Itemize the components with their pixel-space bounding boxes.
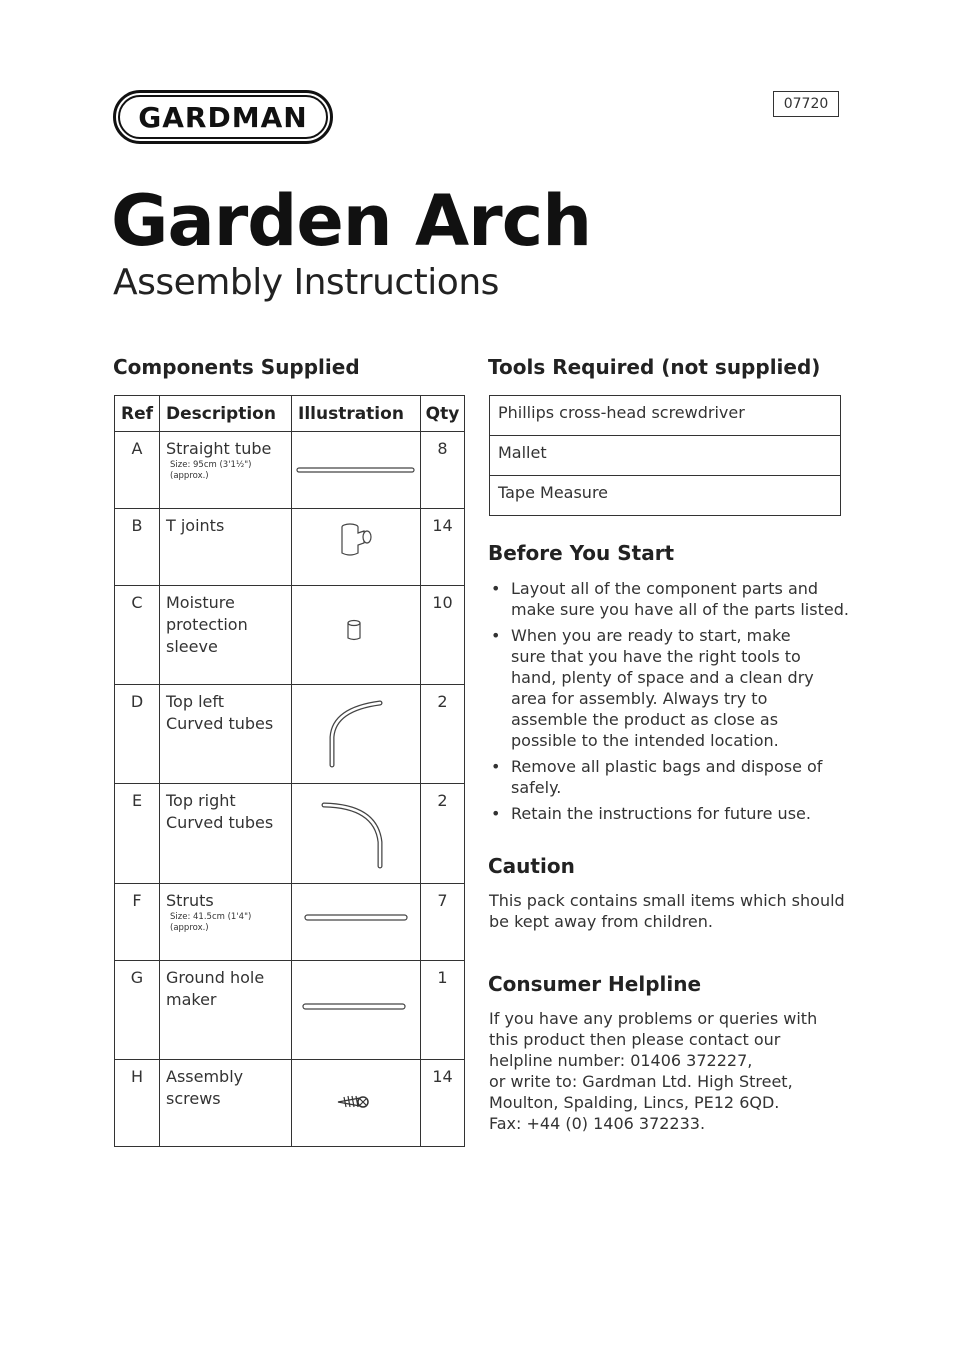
- page-subtitle: Assembly Instructions: [113, 262, 499, 303]
- qty-cell: 1: [437, 968, 448, 987]
- screw-icon: [292, 1060, 421, 1146]
- description-cell: [160, 784, 292, 883]
- description-text: Top right Curved tubes: [166, 791, 274, 832]
- helpline-heading: Consumer Helpline: [488, 972, 702, 996]
- col-description-header: Description: [160, 396, 292, 431]
- curved-tube-right-icon: [292, 784, 421, 883]
- ref-cell: F: [115, 884, 160, 960]
- table-row: [115, 432, 464, 509]
- tools-table: [489, 395, 841, 516]
- description-text: Struts: [166, 891, 214, 910]
- tools-heading: Tools Required (not supplied): [488, 355, 821, 379]
- helpline-line: Fax: +44 (0) 1406 372233.: [489, 1114, 706, 1133]
- table-row: [115, 685, 464, 784]
- gardman-logo: [113, 90, 333, 144]
- description-cell: [160, 961, 292, 1059]
- description-cell: [160, 509, 292, 585]
- table-row: [115, 1060, 464, 1146]
- description-cell: [160, 685, 292, 783]
- description-text: Moisture protection sleeve: [166, 593, 248, 656]
- page-title: Garden Arch: [111, 180, 592, 262]
- tool-item: Phillips cross-head screwdriver: [490, 396, 840, 436]
- ground-hole-maker-icon: [292, 961, 421, 1059]
- ref-cell: B: [115, 509, 160, 585]
- sleeve-icon: [292, 586, 421, 684]
- straight-tube-icon: [292, 432, 421, 508]
- curved-tube-left-icon: [292, 685, 421, 783]
- description-text: T joints: [166, 516, 225, 535]
- description-cell: [160, 432, 292, 508]
- table-row: [115, 884, 464, 961]
- approx-note: (approx.): [170, 923, 209, 933]
- table-row: [115, 586, 464, 685]
- components-table: [114, 395, 465, 1147]
- qty-cell: 10: [432, 593, 453, 612]
- description-text: Top left Curved tubes: [166, 692, 274, 733]
- ref-cell: D: [115, 685, 160, 783]
- qty-cell: 2: [437, 791, 448, 810]
- qty-cell: 7: [437, 891, 448, 910]
- qty-cell: 14: [432, 516, 453, 535]
- components-heading: Components Supplied: [113, 355, 360, 379]
- ref-cell: A: [115, 432, 160, 508]
- col-ref-header: Ref: [115, 396, 160, 431]
- table-row: [115, 784, 464, 884]
- description-cell: [160, 1060, 292, 1146]
- list-item: • When you are ready to start, make sure that you have the right tools to hand, plenty of space and a clean dry area for assembly. Always try to assemble the product as close as possible to the intended location.: [489, 625, 829, 751]
- description-cell: [160, 586, 292, 684]
- qty-cell: 14: [432, 1067, 453, 1086]
- tool-item: Tape Measure: [498, 483, 609, 502]
- helpline-line: Moulton, Spalding, Lincs, PE12 6QD.: [489, 1093, 780, 1112]
- ref-cell: H: [115, 1060, 160, 1146]
- logo-text: GARDMAN: [138, 101, 308, 134]
- col-illustration-header: Illustration: [292, 396, 421, 431]
- list-item: • Retain the instructions for future use.: [489, 803, 849, 824]
- helpline-line: helpline number: 01406 372227,: [489, 1051, 753, 1070]
- col-qty-header: Qty: [425, 404, 460, 424]
- product-code: 07720: [773, 91, 839, 117]
- ref-cell: G: [115, 961, 160, 1059]
- table-row: [115, 509, 464, 586]
- ref-cell: C: [115, 586, 160, 684]
- table-header-row: [115, 396, 464, 432]
- tool-item: Mallet: [490, 436, 840, 476]
- size-note: Size: 95cm (3'1½"): [170, 460, 252, 470]
- helpline-text: [489, 1008, 849, 1134]
- helpline-line: this product then please contact our: [489, 1030, 781, 1049]
- size-note: Size: 41.5cm (1'4"): [170, 912, 252, 922]
- strut-icon: [292, 884, 421, 960]
- description-text: Assembly screws: [166, 1067, 244, 1108]
- description-cell: [160, 884, 292, 960]
- before-you-start-heading: Before You Start: [488, 541, 675, 565]
- description-text: Ground hole maker: [166, 968, 265, 1009]
- list-item: • Remove all plastic bags and dispose of safely.: [489, 756, 829, 798]
- approx-note: (approx.): [170, 471, 209, 481]
- caution-text: This pack contains small items which should be kept away from children.: [489, 891, 845, 931]
- list-item: • Layout all of the component parts and make sure you have all of the parts listed.: [489, 578, 849, 620]
- qty-cell: 8: [437, 439, 448, 458]
- caution-heading: Caution: [488, 854, 575, 878]
- t-joint-icon: [292, 509, 421, 585]
- ref-cell: E: [115, 784, 160, 883]
- helpline-line: or write to: Gardman Ltd. High Street,: [489, 1072, 793, 1091]
- helpline-line: If you have any problems or queries with: [489, 1009, 818, 1028]
- table-row: [115, 961, 464, 1060]
- before-you-start-list: [489, 578, 849, 829]
- qty-cell: 2: [437, 692, 448, 711]
- description-text: Straight tube: [166, 439, 272, 458]
